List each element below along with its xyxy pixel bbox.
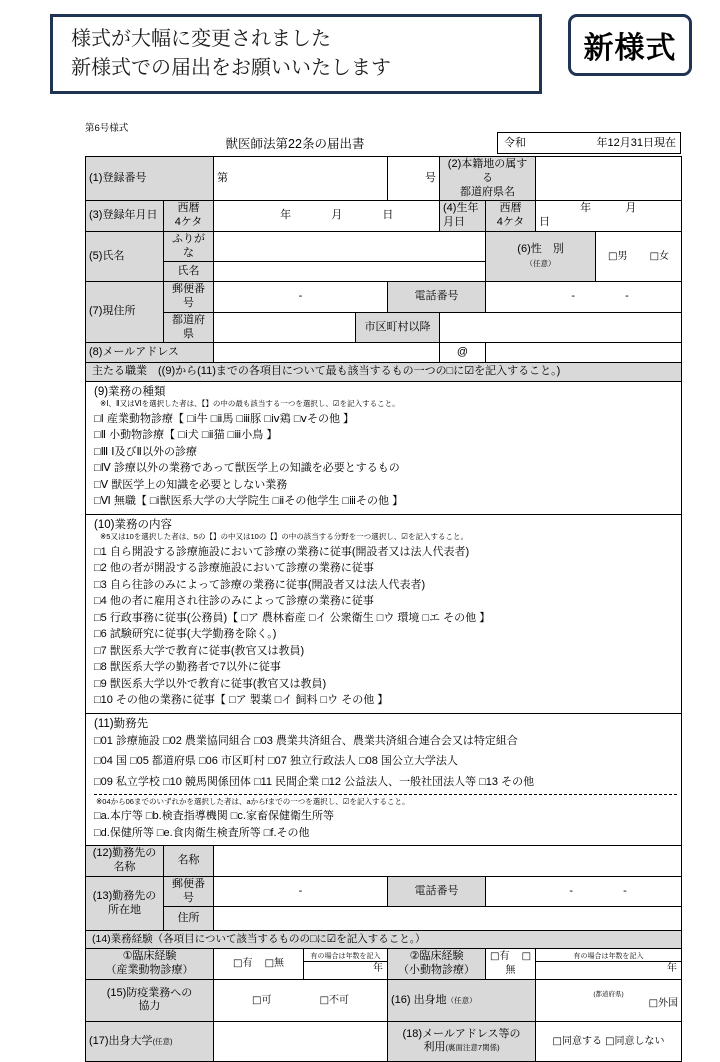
workplace-address-line-2: 所在地 [108,903,141,916]
label-email: (8)メールアドレス [86,343,214,363]
era-label: 令和 [504,137,526,149]
row-main-occupation-banner [86,363,682,382]
email-at-mark: @ [440,343,486,363]
label-workplace-tel: 電話番号 [388,876,486,907]
row-section-11 [86,713,682,846]
row-section-9 [86,382,682,515]
section-9-option[interactable]: □Ⅰ 産業動物診療【 □ⅰ牛 □ⅱ馬 □ⅲ豚 □ⅳ鶏 □ⅴその他 】 [94,412,355,425]
row-section-13-address [86,907,682,931]
clinical-exp-1-years-note: 有の場合は年数を記入 [303,953,388,963]
email-usage-line-2: 利用 [423,1041,446,1054]
birth-year: 年 [580,202,592,215]
label-zip: 郵便番号 [164,282,214,313]
new-form-badge: 新様式 [568,14,692,76]
section-9-option[interactable]: □Ⅵ 無職【 □ⅰ獣医系大学の大学院生 □ⅱその他学生 □ⅲその他 】 [94,495,404,508]
input-epidemic-cooperation[interactable] [214,979,388,1021]
section-9-option[interactable]: □Ⅴ 獣医学上の知識を必要としない業務 [94,478,288,491]
section-9-option[interactable]: □Ⅲ Ⅰ及びⅡ以外の診療 [94,445,197,458]
input-registration-number[interactable] [214,157,388,201]
input-email-local[interactable] [214,343,440,363]
form-number: 第6号様式 [85,123,129,134]
label-workplace-name-sub: 名称 [164,846,214,877]
label-prefecture: 都道府県 [164,312,214,343]
gender-male-checkbox[interactable]: □男 [608,250,628,262]
section-11-sub-option[interactable]: □d.保健所等 □e.食肉衛生検査所等 □f.その他 [94,826,310,839]
clinical-exp-2-no-checkbox[interactable]: □無 [505,951,532,977]
form-title-row [85,132,681,156]
label-clinical-exp-2 [388,949,486,980]
clinical-exp-2-line-1: ②臨床経験 [409,950,464,963]
row-section-14-experience [86,949,682,980]
honseki-line-2: 都道府県名 [460,185,516,198]
input-birth-date[interactable] [536,201,682,232]
clinical-exp-1-line-1: ①臨床経験 [122,950,177,963]
seireki-digits: 4ケタ [174,216,203,228]
consent-agree-checkbox[interactable]: □同意する [552,1035,602,1047]
reg-date-month: 月 [331,209,343,222]
alma-mater-optional-note: (任意) [152,1036,173,1046]
row-address-detail [86,312,682,343]
label-birthplace [388,979,536,1021]
section-11-sub-option[interactable]: □a.本庁等 □b.検査指導機関 □c.家畜保健衛生所等 [94,810,334,823]
input-prefecture[interactable] [214,312,356,343]
workplace-zip-separator: - [298,884,303,897]
section-10-option[interactable]: □8 獣医系大学の勤務者で7以外に従事 [94,661,281,673]
label-city-onward: 市区町村以降 [356,312,440,343]
clinical-exp-1-no-checkbox[interactable]: □無 [264,958,285,970]
birthplace-label-text: (16) 出身地 [391,993,447,1006]
clinical-exp-1-years-unit: 年 [373,963,384,975]
row-section-15-16 [86,979,682,1021]
input-email-domain[interactable] [486,343,682,363]
input-furigana[interactable] [214,231,486,262]
section-10-heading: (10)業務の内容 [94,518,172,531]
section-10-option[interactable]: □10 その他の業務に従事【 □ア 製薬 □イ 飼料 □ウ その他 】 [94,694,389,706]
label-workplace-name [86,846,164,877]
gender-optional-note: （任意） [525,258,556,268]
workplace-name-line-2: 名称 [113,861,136,874]
label-epidemic-cooperation [86,979,214,1021]
era-date-field[interactable] [497,132,681,154]
reg-date-day: 日 [382,209,394,222]
section-10-option[interactable]: □5 行政事務に従事(公務員)【 □ア 農林畜産 □イ 公衆衛生 □ウ 環境 □エ その他 】 [94,611,491,624]
epidemic-ok-checkbox[interactable]: □可 [252,994,272,1006]
section-10-option[interactable]: □4 他の者に雇用され往診のみによって診療の業務に従事 [94,595,374,607]
workplace-address-line-1: (13)勤務先の [92,889,157,902]
row-section-10 [86,514,682,713]
label-seireki-birth [486,201,536,232]
gender-label-text: (6)性 別 [517,242,564,255]
label-name: (5)氏名 [86,231,164,282]
seireki-label: 西暦 [177,202,200,215]
label-clinical-exp-1 [86,949,214,980]
label-workplace-address [86,876,164,931]
email-usage-line-1: (18)メールアドレス等の [402,1027,521,1040]
epidemic-ng-checkbox[interactable]: □不可 [319,994,350,1006]
epidemic-line-2: 協力 [138,1000,161,1013]
notice-line-1: 様式が大幅に変更されました [71,28,331,50]
row-registration-number [86,157,682,201]
input-name[interactable] [214,262,486,282]
input-workplace-zip[interactable] [214,876,388,907]
label-tel: 電話番号 [388,282,486,313]
document-title: 獣医師法第22条の届出書 [225,137,365,151]
label-seireki-reg [164,201,214,232]
section-10-option[interactable]: □1 自ら開設する診療施設において診療の業務に従事(開設者又は法人代表者) [94,545,470,558]
section-10-option[interactable]: □3 自ら往診のみによって診療の業務に従事(開設者又は法人代表者) [94,578,426,591]
notice-line-2: 新様式での届出をお願いいたします [71,57,391,79]
section-10-option[interactable]: □2 他の者が開設する診療施設において診療の業務に従事 [94,562,374,574]
section-9-option[interactable]: □Ⅳ 診療以外の業務であって獣医学上の知識を必要とするもの [94,462,400,475]
section-9-note: ※Ⅰ、Ⅱ又はⅥを選択した者は、【】の中の最も該当する一つを選択し、☑を記入すること。 [100,399,400,409]
section-9-option[interactable]: □Ⅱ 小動物診療【 □ⅰ犬 □ⅱ猫 □ⅲ小鳥 】 [94,429,278,442]
clinical-exp-2-years-note: 有の場合は年数を記入 [535,953,682,963]
main-occupation-instruction: 主たる職業 ((9)から(11)までの各項目について最も該当するもの一つの□に☑を記入すること。) [86,363,682,382]
reg-no-prefix: 第 [217,171,229,184]
input-workplace-name[interactable] [214,846,682,877]
section-9-heading: (9)業務の種類 [94,386,166,398]
label-honseki-prefecture [440,157,536,201]
input-honseki-prefecture[interactable] [536,157,682,201]
birth-seireki-label: 西暦 [499,202,522,215]
section-10-option[interactable]: □6 試験研究に従事(大学勤務を除く。) [94,628,277,640]
epidemic-line-1: (15)防疫業務への [106,986,193,999]
reg-date-year: 年 [280,209,292,222]
clinical-exp-2-yes-checkbox[interactable]: □有 [490,951,510,963]
input-clinical-exp-1-yesno[interactable] [214,949,304,980]
label-workplace-addr: 住所 [164,907,214,931]
zip-separator: - [298,290,303,303]
as-of-date-label: 年12月31日現在 [596,137,676,149]
input-alma-mater[interactable] [214,1021,388,1061]
reg-no-suffix: 号 [388,157,440,201]
label-registration-number: (1)登録番号 [86,157,214,201]
label-gender [486,231,596,282]
birth-month: 月 [625,202,637,215]
section-10-option[interactable]: □9 獣医系大学以外で教育に従事(教官又は教員) [94,677,327,690]
clinical-exp-1-line-2: （産業動物診療） [105,964,194,977]
input-tel[interactable] [486,282,682,313]
birth-seireki-digits: 4ケタ [496,216,525,228]
row-registration-date [86,201,682,232]
label-email-usage [388,1021,536,1061]
input-workplace-tel[interactable] [486,876,682,907]
input-birthplace[interactable] [536,979,682,1021]
clinical-exp-2-line-2: （小動物診療） [398,964,476,977]
birth-day: 日 [539,216,551,228]
row-section-13-zip [86,876,682,907]
section-10-block [86,514,682,713]
clinical-exp-1-yes-checkbox[interactable]: □有 [233,958,253,970]
consent-disagree-checkbox[interactable]: □同意しない [605,1035,665,1047]
honseki-line-1: (2)本籍地の属する [447,158,528,184]
section-11-block [86,713,682,846]
label-current-address: (7)現住所 [86,282,164,343]
workplace-name-line-1: (12)勤務先の [92,847,157,860]
workplace-tel-separator-1: - [569,884,573,897]
tel-separator-2: - [625,290,629,303]
section-11-option[interactable]: □04 国 □05 都道府県 □06 市区町村 □07 独立行政法人 □08 国公立大学法人 [94,755,458,768]
tel-separator-1: - [571,290,575,303]
main-form-table [85,156,682,1062]
label-workplace-zip: 郵便番号 [164,876,214,907]
section-14-instruction: (14)業務経験（各項目について該当するものの□に☑を記入すること。） [86,931,682,949]
input-gender[interactable] [596,231,682,282]
section-10-note: ※5又は10を選択した者は、5の【】の中又は10の【】の中の該当する分野を一つ選択し、☑を記入すること。 [100,532,469,542]
section-11-heading: (11)勤務先 [94,717,149,730]
input-email-usage-consent[interactable] [536,1021,682,1061]
input-clinical-exp-2-years[interactable] [536,949,682,980]
input-clinical-exp-1-years[interactable] [304,949,388,980]
alma-mater-label-text: (17)出身大学 [89,1034,153,1047]
label-alma-mater [86,1021,214,1061]
gender-female-checkbox[interactable]: □女 [649,250,670,262]
row-email [86,343,682,363]
section-11-option[interactable]: □09 私立学校 □10 競馬関係団体 □11 民間企業 □12 公益法人、一般社団法人等 □13 その他 [94,775,535,788]
clinical-exp-2-years-unit: 年 [667,963,678,975]
section-10-option[interactable]: □7 獣医系大学で教育に従事(教官又は教員) [94,644,305,657]
label-name-sub: 氏名 [164,262,214,282]
row-address-zip [86,282,682,313]
row-section-14-banner [86,931,682,949]
section-11-option[interactable]: □01 診療施設 □02 農業協同組合 □03 農業共済組合、農業共済組合連合会又は特定組合 [94,734,518,747]
notice-message-box [50,14,542,94]
row-section-12 [86,846,682,877]
birthplace-prefecture-note: (都道府県) [593,990,624,998]
email-usage-note: (裏面注意7関係) [445,1043,500,1053]
input-clinical-exp-2-yesno[interactable] [486,949,536,980]
input-zip[interactable] [214,282,388,313]
label-birth-date: (4)生年月日 [440,201,486,232]
input-registration-date[interactable] [214,201,440,232]
notice-banner [50,14,692,98]
label-registration-date: (3)登録年月日 [86,201,164,232]
row-name-furigana [86,231,682,262]
input-workplace-address[interactable] [214,907,682,931]
workplace-tel-separator-2: - [623,884,627,897]
birthplace-foreign-checkbox[interactable]: □外国 [648,997,679,1009]
input-city-onward[interactable] [440,312,682,343]
section-9-block [86,382,682,515]
label-furigana: ふりがな [164,231,214,262]
section-11-note: ※04から06までのいずれかを選択した者は、aからfまでの一つを選択し、☑を記入すること。 [96,796,410,806]
birthplace-optional-note: （任意） [446,995,477,1005]
row-section-17-18 [86,1021,682,1061]
